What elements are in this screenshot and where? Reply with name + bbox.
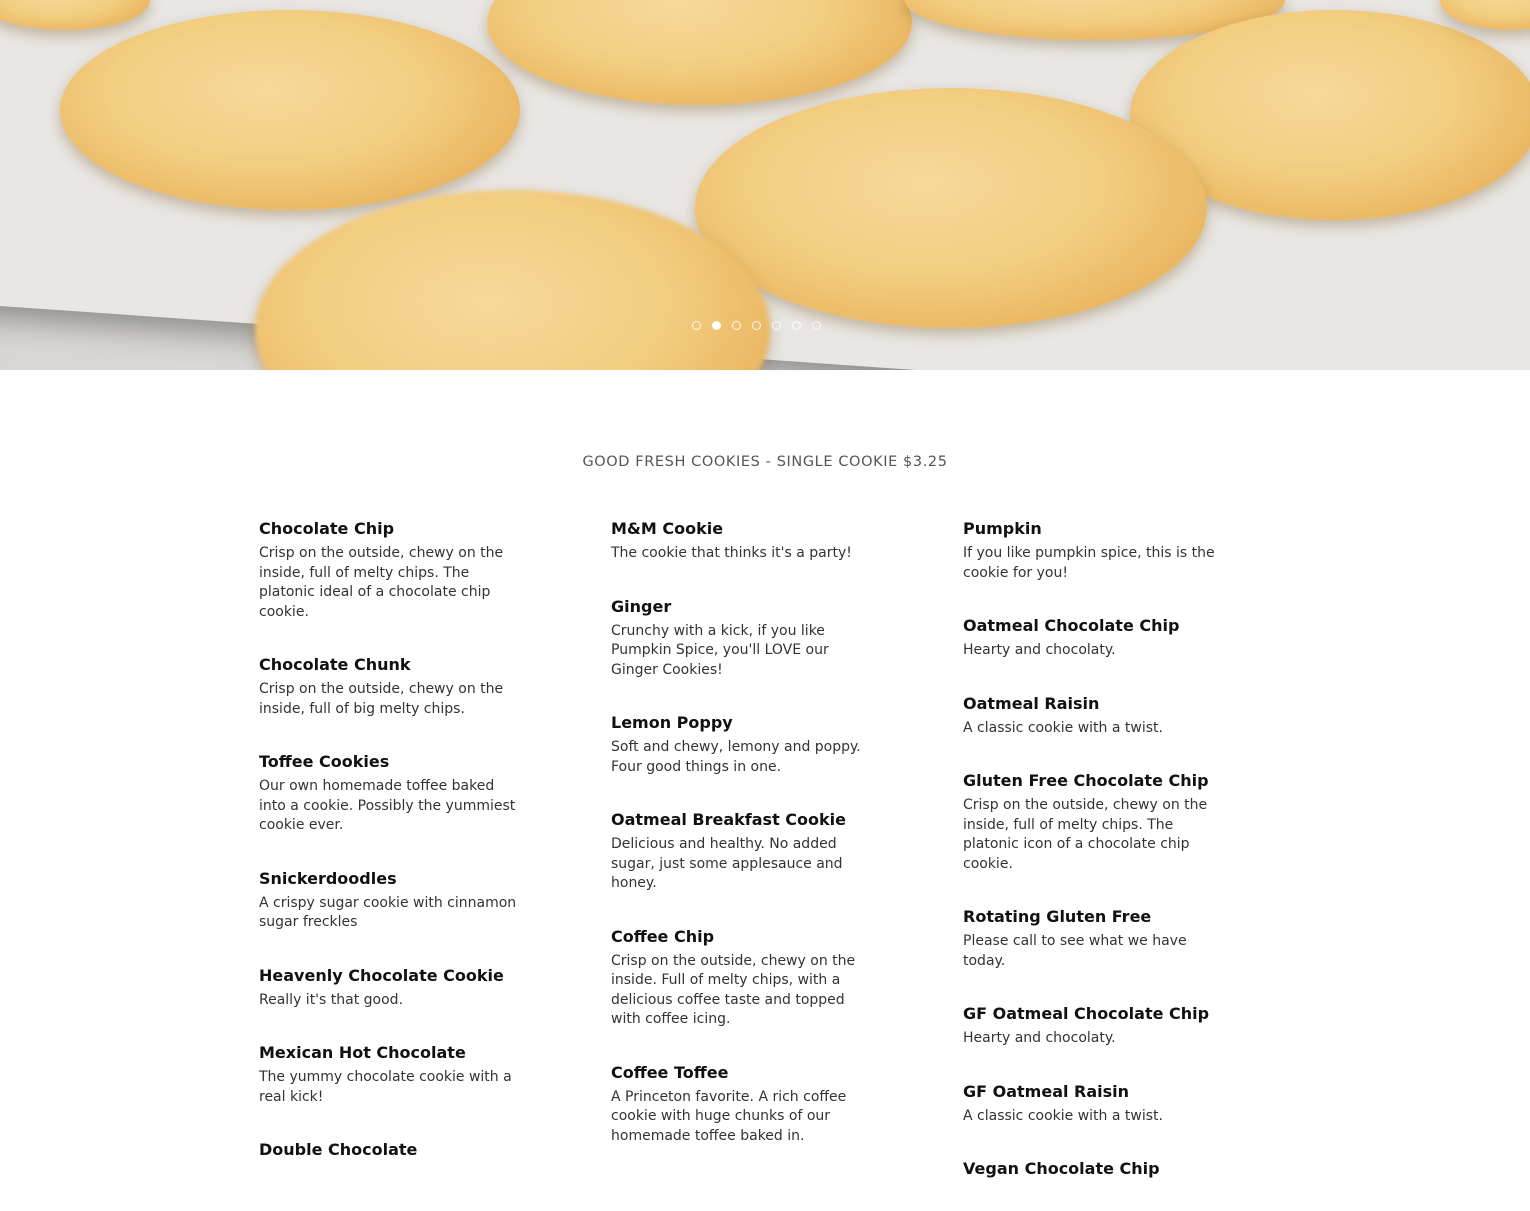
menu-item-description: Crisp on the outside, chewy on the inside, full of big melty chips. [259,681,504,717]
menu-item [963,1082,1225,1127]
menu-item [963,1004,1225,1049]
menu-item-name: GF Oatmeal Chocolate Chip [963,1004,1210,1023]
slide-dot-6[interactable] [792,321,801,330]
menu-item [611,713,873,777]
menu-item-description: A crispy sugar cookie with cinnamon sugar freckles [259,894,517,930]
menu-item [611,519,873,564]
menu-item [963,694,1225,739]
menu-item-name: Heavenly Chocolate Cookie [259,965,504,985]
menu-item-name: Coffee Toffee [611,1062,729,1082]
menu-columns [259,519,1315,1211]
menu-item [963,771,1225,874]
menu-item-description: A classic cookie with a twist. [963,719,1163,736]
menu-item-name: M&M Cookie [611,519,724,538]
menu-item-description: Delicious and healthy. No added sugar, just some applesauce and honey. [611,836,843,891]
menu-item-description: Crisp on the outside, chewy on the inside, full of melty chips. The platonic icon of a chocolate chip cookie. [963,797,1208,872]
menu-item [611,597,873,681]
menu-item-description: A classic cookie with a twist. [963,1107,1163,1124]
cookie-image [695,88,1207,328]
menu-item-description: Our own homemade toffee baked into a cookie. Possibly the yummiest cookie ever. [259,778,516,833]
slide-dot-1[interactable] [692,321,701,330]
menu-item-description: Really it's that good. [259,991,404,1008]
menu-item [259,655,521,719]
menu-item [259,752,521,836]
menu-item [259,519,521,622]
slide-dot-5[interactable] [772,321,781,330]
menu-item [611,810,873,894]
menu-item [611,1063,873,1147]
menu-item-description: Soft and chewy, lemony and poppy. Four good things in one. [611,739,861,775]
hero-slideshow[interactable] [0,0,1530,370]
menu-item-name: Vegan Chocolate Chip [963,1159,1160,1178]
menu-item-name: Mexican Hot Chocolate [259,1043,466,1062]
menu-item-name: Oatmeal Breakfast Cookie [611,810,846,829]
slide-dot-4[interactable] [752,321,761,330]
menu-item-description: A Princeton favorite. A rich coffee cookie with huge chunks of our homemade toffee baked in. [611,1088,847,1144]
menu-item-name: Oatmeal Raisin [963,693,1100,713]
menu-item-name: Chocolate Chip [259,519,395,538]
menu-item-name: Oatmeal Chocolate Chip [963,616,1180,635]
menu-item-name: GF Oatmeal Raisin [963,1081,1130,1101]
menu-item [963,1159,1225,1178]
menu-item [963,907,1225,971]
menu-item-description: If you like pumpkin spice, this is the cookie for you! [963,545,1215,581]
slide-dot-7[interactable] [812,321,821,330]
slide-dot-2[interactable] [712,321,721,330]
menu-item-description: Hearty and chocolaty. [963,642,1116,658]
menu-item-description: Crisp on the outside, chewy on the inside, full of melty chips. The platonic ideal of a chocolate chip cookie. [259,545,504,620]
menu-item [259,1140,521,1159]
menu-item [963,616,1225,661]
menu-item-name: Chocolate Chunk [259,655,411,674]
menu-item-name: Toffee Cookies [259,752,390,771]
menu-item-description: Please call to see what we have today. [963,933,1187,969]
menu-item-name: Double Chocolate [259,1140,418,1159]
menu-item-description: Hearty and chocolaty. [963,1030,1116,1046]
menu-item [259,1043,521,1107]
menu-item [259,966,521,1011]
menu-column-2 [611,519,963,1211]
menu-item [259,869,521,933]
menu-item-description: The cookie that thinks it's a party! [611,545,852,561]
menu-item [963,519,1225,583]
menu-column-3 [963,519,1315,1211]
slideshow-pagination [692,321,821,330]
slide-dot-3[interactable] [732,321,741,330]
cookie-image [60,10,520,210]
menu-title: GOOD FRESH COOKIES - SINGLE COOKIE $3.25 [582,454,948,470]
menu-item [611,927,873,1030]
menu-item-description: Crunchy with a kick, if you like Pumpkin Spice, you'll LOVE our Ginger Cookies! [611,622,829,678]
menu-item-name: Rotating Gluten Free [963,907,1152,926]
menu-item-description: The yummy chocolate cookie with a real kick! [259,1069,512,1105]
menu-item-name: Pumpkin [963,519,1042,538]
menu-item-description: Crisp on the outside, chewy on the inside. Full of melty chips, with a delicious coffee taste and topped with coffee icing. [611,952,856,1027]
menu-item-name: Ginger [611,596,672,616]
menu-item-name: Gluten Free Chocolate Chip [963,771,1209,790]
menu-column-1 [259,519,611,1211]
menu-item-name: Coffee Chip [611,926,715,946]
menu-item-name: Snickerdoodles [259,868,397,888]
menu-item-name: Lemon Poppy [611,713,733,732]
